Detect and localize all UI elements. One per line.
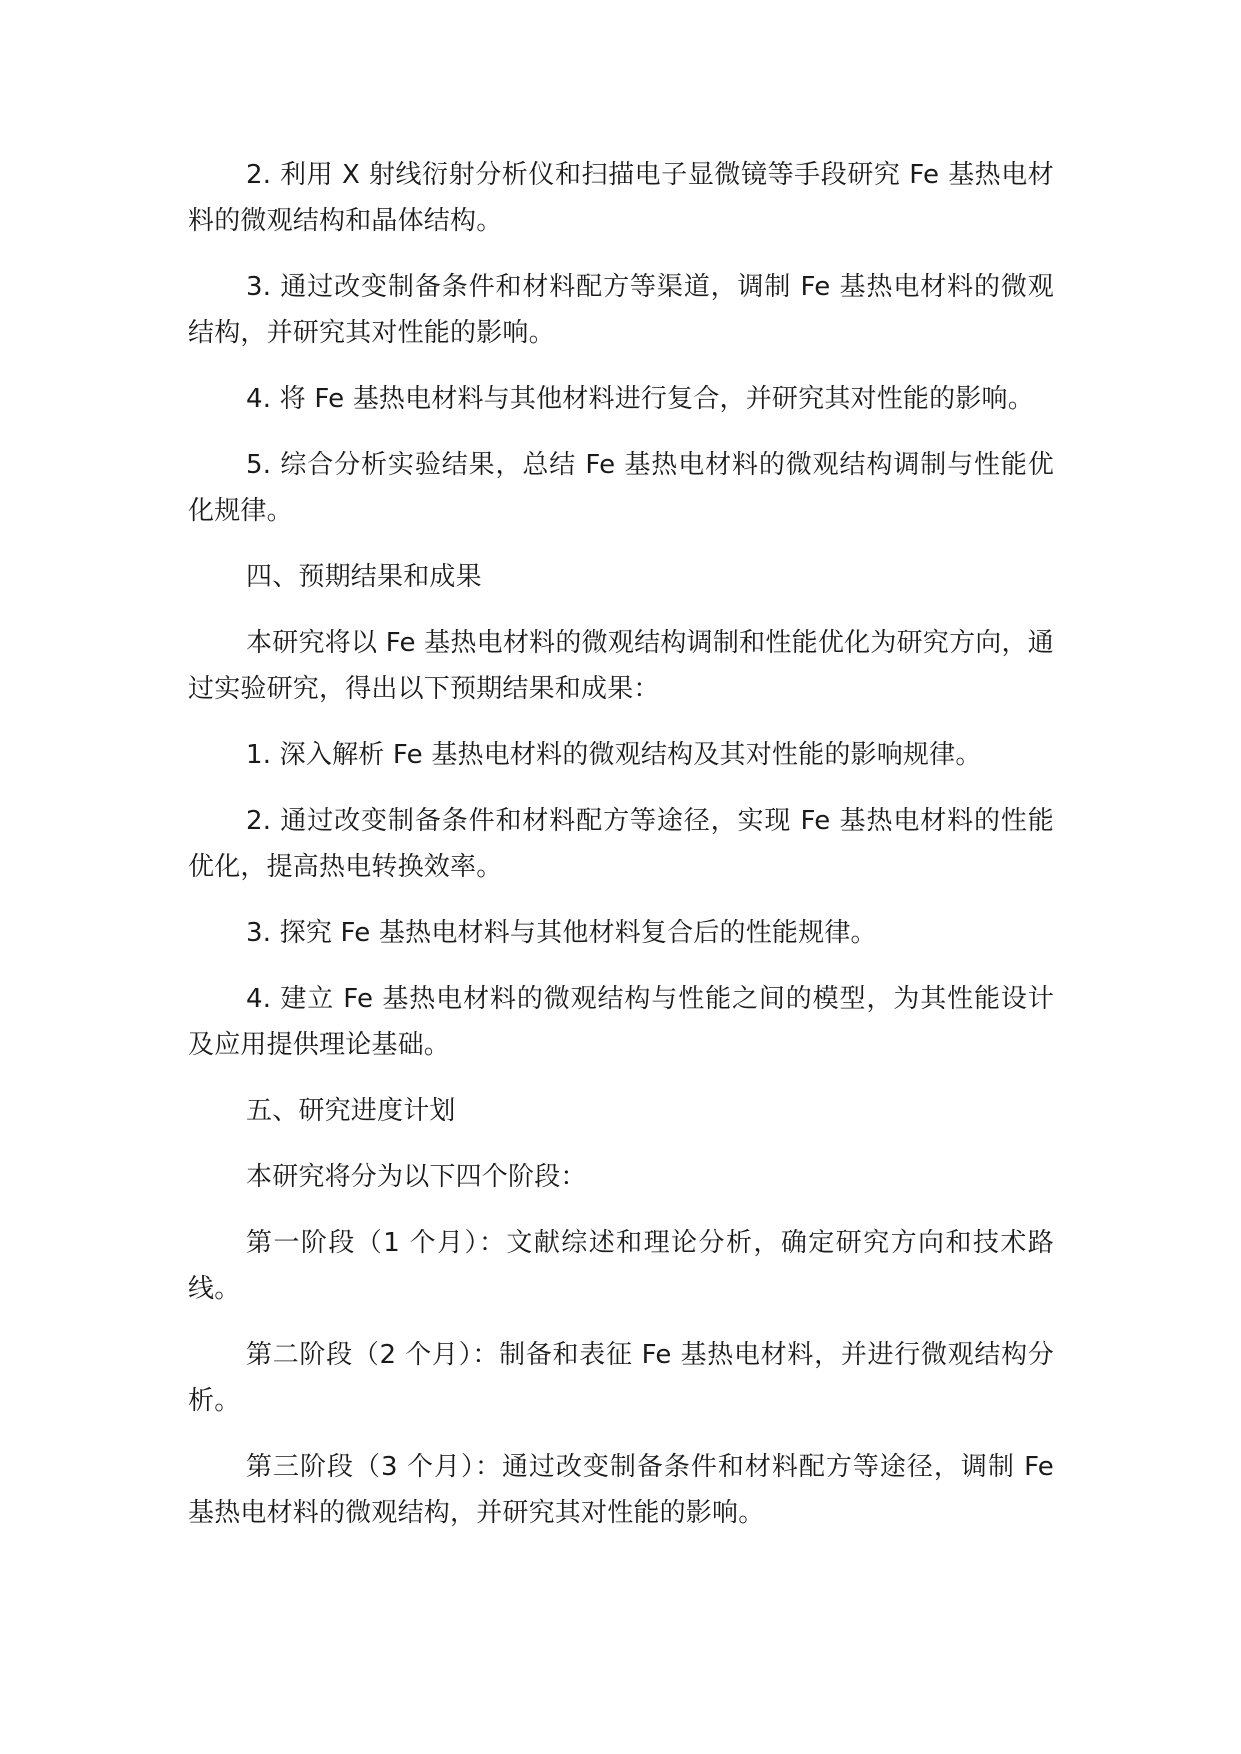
method-item-2: 2. 利用 X 射线衍射分析仪和扫描电子显微镜等手段研究 Fe 基热电材料的微观结构和晶体结构。 (188, 160, 1054, 236)
method-item-3: 3. 通过改变制备条件和材料配方等渠道，调制 Fe 基热电材料的微观结构，并研究其对性能的影响。 (188, 272, 1054, 348)
section-heading-schedule: 五、研究进度计划 (246, 1096, 456, 1126)
document-body (188, 152, 1054, 1556)
method-item-5: 5. 综合分析实验结果，总结 Fe 基热电材料的微观结构调制与性能优化规律。 (188, 450, 1054, 526)
expected-item-2: 2. 通过改变制备条件和材料配方等途径，实现 Fe 基热电材料的性能优化，提高热电转换效率。 (188, 806, 1054, 882)
schedule-intro: 本研究将分为以下四个阶段： (246, 1162, 587, 1192)
section-heading-expected-results: 四、预期结果和成果 (246, 562, 482, 592)
schedule-stage-1: 第一阶段（1 个月）：文献综述和理论分析，确定研究方向和技术路线。 (188, 1228, 1054, 1304)
schedule-stage-3: 第三阶段（3 个月）：通过改变制备条件和材料配方等途径，调制 Fe 基热电材料的微观结构，并研究其对性能的影响。 (188, 1452, 1054, 1528)
method-item-4: 4. 将 Fe 基热电材料与其他材料进行复合，并研究其对性能的影响。 (246, 384, 1034, 414)
expected-results-intro: 本研究将以 Fe 基热电材料的微观结构调制和性能优化为研究方向，通过实验研究，得出以下预期结果和成果： (188, 628, 1054, 704)
expected-item-1: 1. 深入解析 Fe 基热电材料的微观结构及其对性能的影响规律。 (246, 740, 982, 770)
schedule-stage-2: 第二阶段（2 个月）：制备和表征 Fe 基热电材料，并进行微观结构分析。 (188, 1340, 1054, 1416)
expected-item-4: 4. 建立 Fe 基热电材料的微观结构与性能之间的模型，为其性能设计及应用提供理论基础。 (188, 984, 1054, 1060)
expected-item-3: 3. 探究 Fe 基热电材料与其他材料复合后的性能规律。 (246, 918, 877, 948)
